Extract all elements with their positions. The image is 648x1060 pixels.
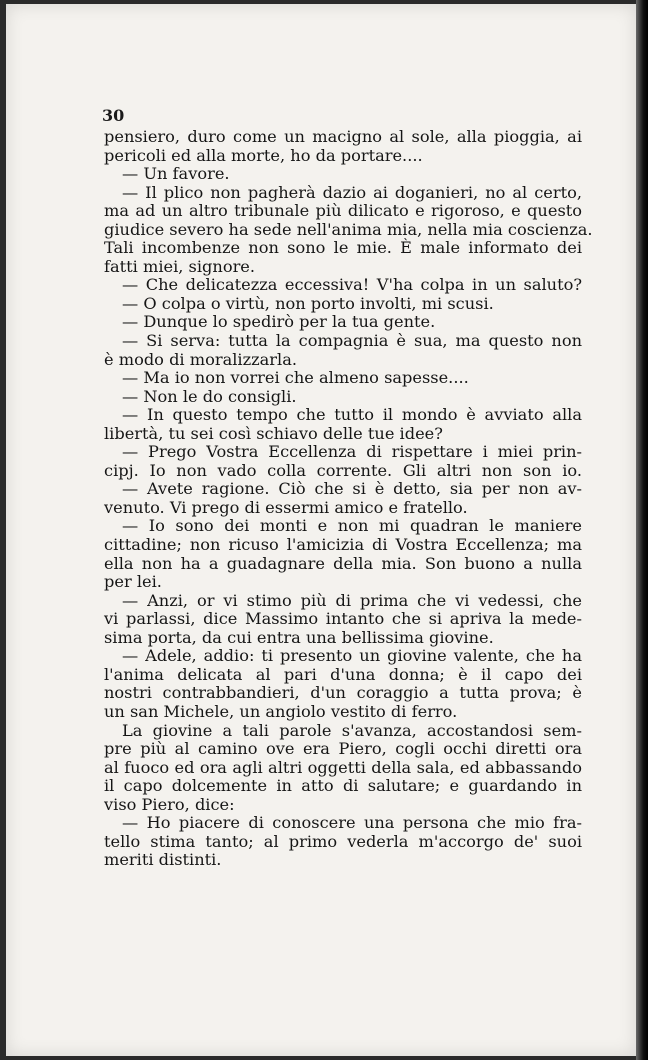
- text-line: pensiero, duro come un macigno al sole, alla pioggia, ai: [104, 127, 582, 146]
- text-line: — Avete ragione. Ciò che si è detto, sia per non av-: [122, 479, 582, 499]
- text-line: pericoli ed alla morte, ho da portare....: [104, 145, 423, 165]
- text-line: — Un favore.: [122, 164, 230, 184]
- text-line: al fuoco ed ora agli altri oggetti della sala, ed abbassando: [104, 757, 582, 777]
- text-line: — Adele, addio: ti presento un giovine valente, che ha: [122, 646, 582, 666]
- text-line: — Prego Vostra Eccellenza di rispettare i miei prin-: [122, 442, 582, 462]
- text-line: tello stima tanto; al primo vederla m'accorgo de' suoi: [104, 831, 582, 851]
- text-line: Tali incombenze non sono le mie. È male informato dei: [104, 238, 582, 258]
- text-line: l'anima delicata al pari d'una donna; è il capo dei: [104, 664, 582, 684]
- text-line: — Che delicatezza eccessiva! V'ha colpa in un saluto?: [122, 275, 582, 295]
- text-line: — Ho piacere di conoscere una persona che mio fra-: [122, 813, 582, 833]
- text-line: viso Piero, dice:: [104, 794, 235, 814]
- text-line: giudice severo ha sede nell'anima mia, nella mia coscienza.: [104, 219, 593, 239]
- text-line: — Anzi, or vi stimo più di prima che vi vedessi, che: [122, 590, 582, 610]
- text-line: pre più al camino ove era Piero, cogli occhi diretti ora: [104, 739, 582, 759]
- text-line: — Il plico non pagherà dazio ai doganieri, no al certo,: [122, 182, 582, 202]
- text-line: — O colpa o virtù, non porto involti, mi scusi.: [122, 293, 494, 313]
- text-line: nostri contrabbandieri, d'un coraggio a tutta prova; è: [104, 683, 582, 703]
- text-line: sima porta, da cui entra una bellissima giovine.: [104, 627, 494, 647]
- text-line: ma ad un altro tribunale più dilicato e rigoroso, e questo: [104, 201, 582, 221]
- text-line: — Io sono dei monti e non mi quadran le maniere: [122, 516, 582, 536]
- text-line: — Non le do consigli.: [122, 386, 297, 406]
- text-line: — Si serva: tutta la compagnia è sua, ma questo non: [122, 331, 582, 351]
- text-line: è modo di moralizzarla.: [104, 349, 298, 369]
- text-line: ella non ha a guadagnare della mia. Son buono a nulla: [104, 553, 582, 573]
- page-number: 30: [102, 106, 125, 125]
- text-line: — In questo tempo che tutto il mondo è avviato alla: [122, 405, 582, 425]
- text-line: cipj. Io non vado colla corrente. Gli altri non son io.: [104, 460, 582, 480]
- text-line: libertà, tu sei così schiavo delle tue idee?: [104, 423, 443, 443]
- text-line: cittadine; non ricuso l'amicizia di Vostra Eccellenza; ma: [104, 535, 582, 555]
- text-line: La giovine a tali parole s'avanza, accostandosi sem-: [122, 720, 582, 740]
- text-line: per lei.: [104, 572, 162, 592]
- text-line: — Dunque lo spedirò per la tua gente.: [122, 312, 436, 332]
- book-page: [6, 4, 636, 1056]
- text-line: un san Michele, un angiolo vestito di ferro.: [104, 701, 458, 721]
- text-line: meriti distinti.: [104, 850, 222, 870]
- text-line: — Ma io non vorrei che almeno sapesse....: [122, 368, 469, 388]
- text-line: vi parlassi, dice Massimo intanto che si apriva la mede-: [104, 609, 582, 629]
- body-text: [104, 127, 593, 870]
- text-line: venuto. Vi prego di essermi amico e fratello.: [104, 497, 468, 517]
- text-line: fatti miei, signore.: [104, 256, 256, 276]
- page-edge-shadow: [636, 0, 648, 1060]
- text-line: il capo dolcemente in atto di salutare; e guardando in: [104, 776, 582, 796]
